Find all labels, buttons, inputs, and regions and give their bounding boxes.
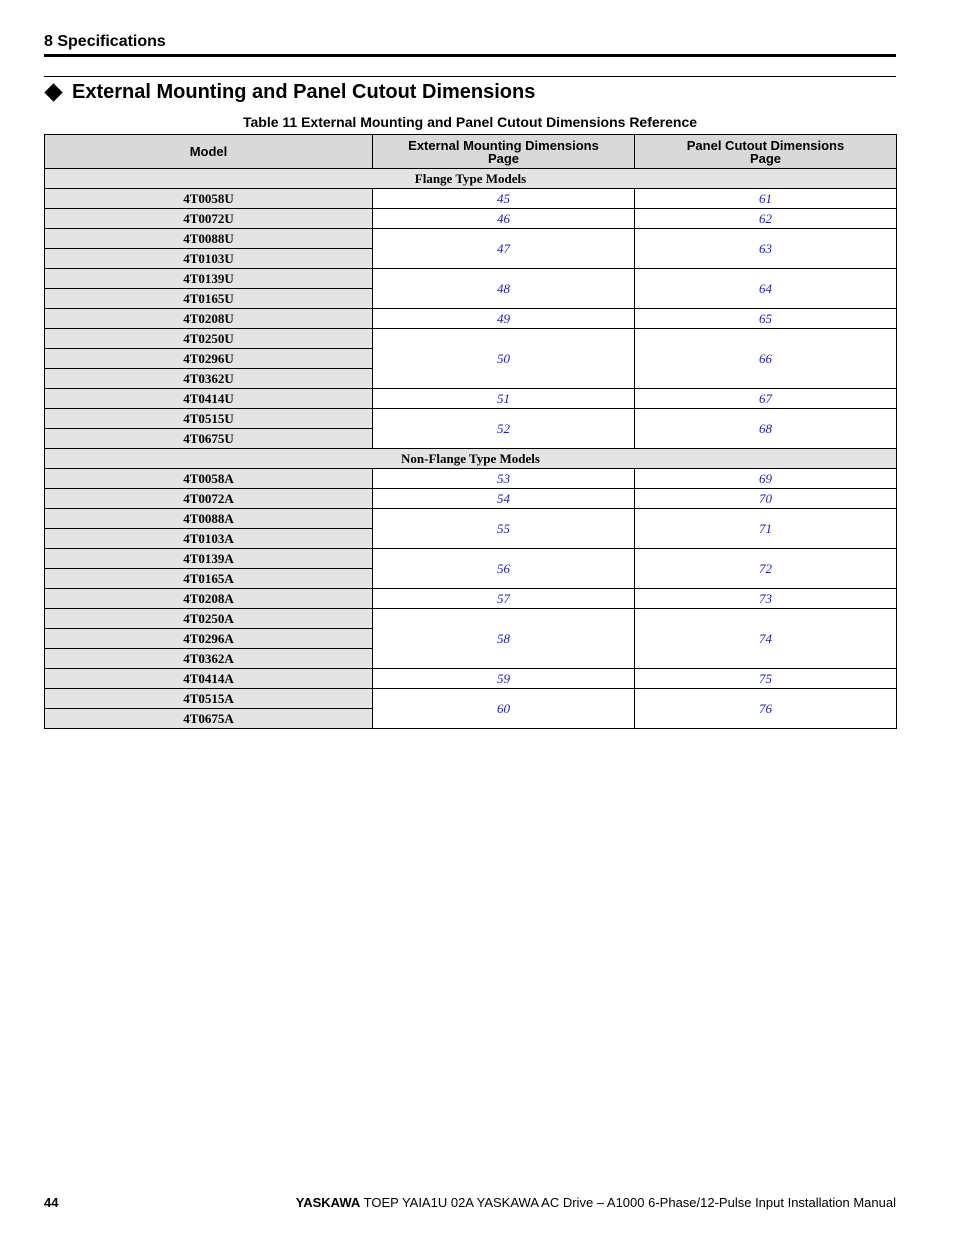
section-divider xyxy=(44,76,896,77)
section-row xyxy=(45,169,897,189)
table-caption: Table 11 External Mounting and Panel Cutout Dimensions Reference xyxy=(242,114,698,130)
table-row xyxy=(45,409,897,429)
model-cell: 4T0250U xyxy=(45,329,373,349)
model-cell: 4T0165U xyxy=(45,289,373,309)
column-header-panel-cutout: Panel Cutout Dimensions Page xyxy=(635,135,897,169)
panel-cutout-page-link[interactable]: 71 xyxy=(759,520,772,536)
panel-cutout-page-cell xyxy=(635,229,897,269)
footer-text xyxy=(296,1195,896,1210)
dimensions-reference-table xyxy=(44,134,897,729)
table-row xyxy=(45,309,897,329)
model-cell: 4T0296U xyxy=(45,349,373,369)
section-row-title: Non-Flange Type Models xyxy=(45,449,897,469)
section-row-title: Flange Type Models xyxy=(45,169,897,189)
external-mounting-page-link[interactable]: 55 xyxy=(497,520,510,536)
external-mounting-page-link[interactable]: 51 xyxy=(497,390,510,406)
model-cell: 4T0139A xyxy=(45,549,373,569)
model-cell: 4T0058U xyxy=(45,189,373,209)
model-cell: 4T0362U xyxy=(45,369,373,389)
panel-cutout-page-link[interactable]: 61 xyxy=(759,190,772,206)
external-mounting-page-cell xyxy=(373,549,635,589)
panel-cutout-page-cell xyxy=(635,189,897,209)
external-mounting-page-link[interactable]: 45 xyxy=(497,190,510,206)
external-mounting-page-cell xyxy=(373,229,635,269)
panel-cutout-page-link[interactable]: 70 xyxy=(759,490,772,506)
panel-cutout-page-cell xyxy=(635,309,897,329)
external-mounting-page-cell xyxy=(373,609,635,669)
external-mounting-page-cell xyxy=(373,189,635,209)
panel-cutout-page-cell xyxy=(635,589,897,609)
panel-cutout-page-link[interactable]: 76 xyxy=(759,700,772,716)
external-mounting-page-link[interactable]: 48 xyxy=(497,280,510,296)
panel-cutout-page-link[interactable]: 63 xyxy=(759,240,772,256)
model-cell: 4T0675U xyxy=(45,429,373,449)
panel-cutout-page-cell xyxy=(635,489,897,509)
model-cell: 4T0139U xyxy=(45,269,373,289)
model-cell: 4T0208U xyxy=(45,309,373,329)
footer-manual-title: TOEP YAIA1U 02A YASKAWA AC Drive – A1000 6-Phase/12-Pulse Input Installation Manual xyxy=(360,1195,896,1210)
external-mounting-page-cell xyxy=(373,269,635,309)
table-row xyxy=(45,389,897,409)
panel-cutout-page-link[interactable]: 74 xyxy=(759,630,772,646)
panel-cutout-page-cell xyxy=(635,389,897,409)
panel-cutout-page-link[interactable]: 66 xyxy=(759,350,772,366)
panel-cutout-page-link[interactable]: 75 xyxy=(759,670,772,686)
diamond-bullet-icon xyxy=(44,83,62,101)
table-row xyxy=(45,589,897,609)
external-mounting-page-link[interactable]: 47 xyxy=(497,240,510,256)
external-mounting-page-link[interactable]: 53 xyxy=(497,470,510,486)
table-row xyxy=(45,689,897,709)
model-cell: 4T0072A xyxy=(45,489,373,509)
panel-cutout-page-cell xyxy=(635,209,897,229)
panel-cutout-page-link[interactable]: 73 xyxy=(759,590,772,606)
panel-cutout-page-cell xyxy=(635,669,897,689)
external-mounting-page-cell xyxy=(373,209,635,229)
external-mounting-page-link[interactable]: 56 xyxy=(497,560,510,576)
external-mounting-page-link[interactable]: 60 xyxy=(497,700,510,716)
table-row xyxy=(45,209,897,229)
panel-cutout-page-cell xyxy=(635,509,897,549)
external-mounting-page-cell xyxy=(373,329,635,389)
external-mounting-page-link[interactable]: 52 xyxy=(497,420,510,436)
external-mounting-page-link[interactable]: 49 xyxy=(497,310,510,326)
model-cell: 4T0103U xyxy=(45,249,373,269)
external-mounting-page-cell xyxy=(373,389,635,409)
table-row xyxy=(45,609,897,629)
panel-cutout-page-link[interactable]: 65 xyxy=(759,310,772,326)
panel-cutout-page-link[interactable]: 72 xyxy=(759,560,772,576)
running-header xyxy=(44,33,896,51)
table-row xyxy=(45,669,897,689)
model-cell: 4T0103A xyxy=(45,529,373,549)
panel-cutout-page-link[interactable]: 64 xyxy=(759,280,772,296)
column-header-external-mounting: External Mounting Dimensions Page xyxy=(373,135,635,169)
header-section-title: 8 Specifications xyxy=(44,33,166,50)
external-mounting-page-cell xyxy=(373,489,635,509)
table-row xyxy=(45,489,897,509)
model-cell: 4T0058A xyxy=(45,469,373,489)
model-cell: 4T0208A xyxy=(45,589,373,609)
panel-cutout-page-cell xyxy=(635,269,897,309)
panel-cutout-page-cell xyxy=(635,329,897,389)
panel-cutout-page-cell xyxy=(635,609,897,669)
model-cell: 4T0088U xyxy=(45,229,373,249)
panel-cutout-page-link[interactable]: 69 xyxy=(759,470,772,486)
model-cell: 4T0250A xyxy=(45,609,373,629)
external-mounting-page-link[interactable]: 54 xyxy=(497,490,510,506)
external-mounting-page-link[interactable]: 46 xyxy=(497,210,510,226)
external-mounting-page-link[interactable]: 58 xyxy=(497,630,510,646)
header-rule xyxy=(44,54,896,57)
panel-cutout-page-cell xyxy=(635,409,897,449)
model-cell: 4T0072U xyxy=(45,209,373,229)
model-cell: 4T0515A xyxy=(45,689,373,709)
column-header-model: Model xyxy=(45,135,373,169)
table-row xyxy=(45,469,897,489)
footer-brand: YASKAWA xyxy=(295,1195,361,1210)
table-row xyxy=(45,549,897,569)
model-cell: 4T0414A xyxy=(45,669,373,689)
panel-cutout-page-link[interactable]: 62 xyxy=(759,210,772,226)
model-cell: 4T0414U xyxy=(45,389,373,409)
section-row xyxy=(45,449,897,469)
table-row xyxy=(45,189,897,209)
model-cell: 4T0296A xyxy=(45,629,373,649)
external-mounting-page-cell xyxy=(373,669,635,689)
table-row xyxy=(45,229,897,249)
model-cell: 4T0515U xyxy=(45,409,373,429)
model-cell: 4T0088A xyxy=(45,509,373,529)
table-header-row xyxy=(45,135,897,169)
panel-cutout-page-cell xyxy=(635,469,897,489)
page-number: 44 xyxy=(44,1195,59,1210)
model-cell: 4T0165A xyxy=(45,569,373,589)
panel-cutout-page-link[interactable]: 67 xyxy=(759,390,772,406)
external-mounting-page-cell xyxy=(373,689,635,729)
external-mounting-page-cell xyxy=(373,509,635,549)
external-mounting-page-cell xyxy=(373,589,635,609)
section-title: External Mounting and Panel Cutout Dimensions xyxy=(72,80,536,103)
table-row xyxy=(45,329,897,349)
panel-cutout-page-cell xyxy=(635,549,897,589)
section-heading xyxy=(44,80,535,104)
external-mounting-page-link[interactable]: 50 xyxy=(497,350,510,366)
external-mounting-page-cell xyxy=(373,309,635,329)
panel-cutout-page-link[interactable]: 68 xyxy=(759,420,772,436)
external-mounting-page-link[interactable]: 59 xyxy=(497,670,510,686)
table-body xyxy=(45,169,897,729)
external-mounting-page-cell xyxy=(373,409,635,449)
model-cell: 4T0675A xyxy=(45,709,373,729)
external-mounting-page-cell xyxy=(373,469,635,489)
panel-cutout-page-cell xyxy=(635,689,897,729)
table-row xyxy=(45,269,897,289)
model-cell: 4T0362A xyxy=(45,649,373,669)
external-mounting-page-link[interactable]: 57 xyxy=(497,590,510,606)
table-row xyxy=(45,509,897,529)
